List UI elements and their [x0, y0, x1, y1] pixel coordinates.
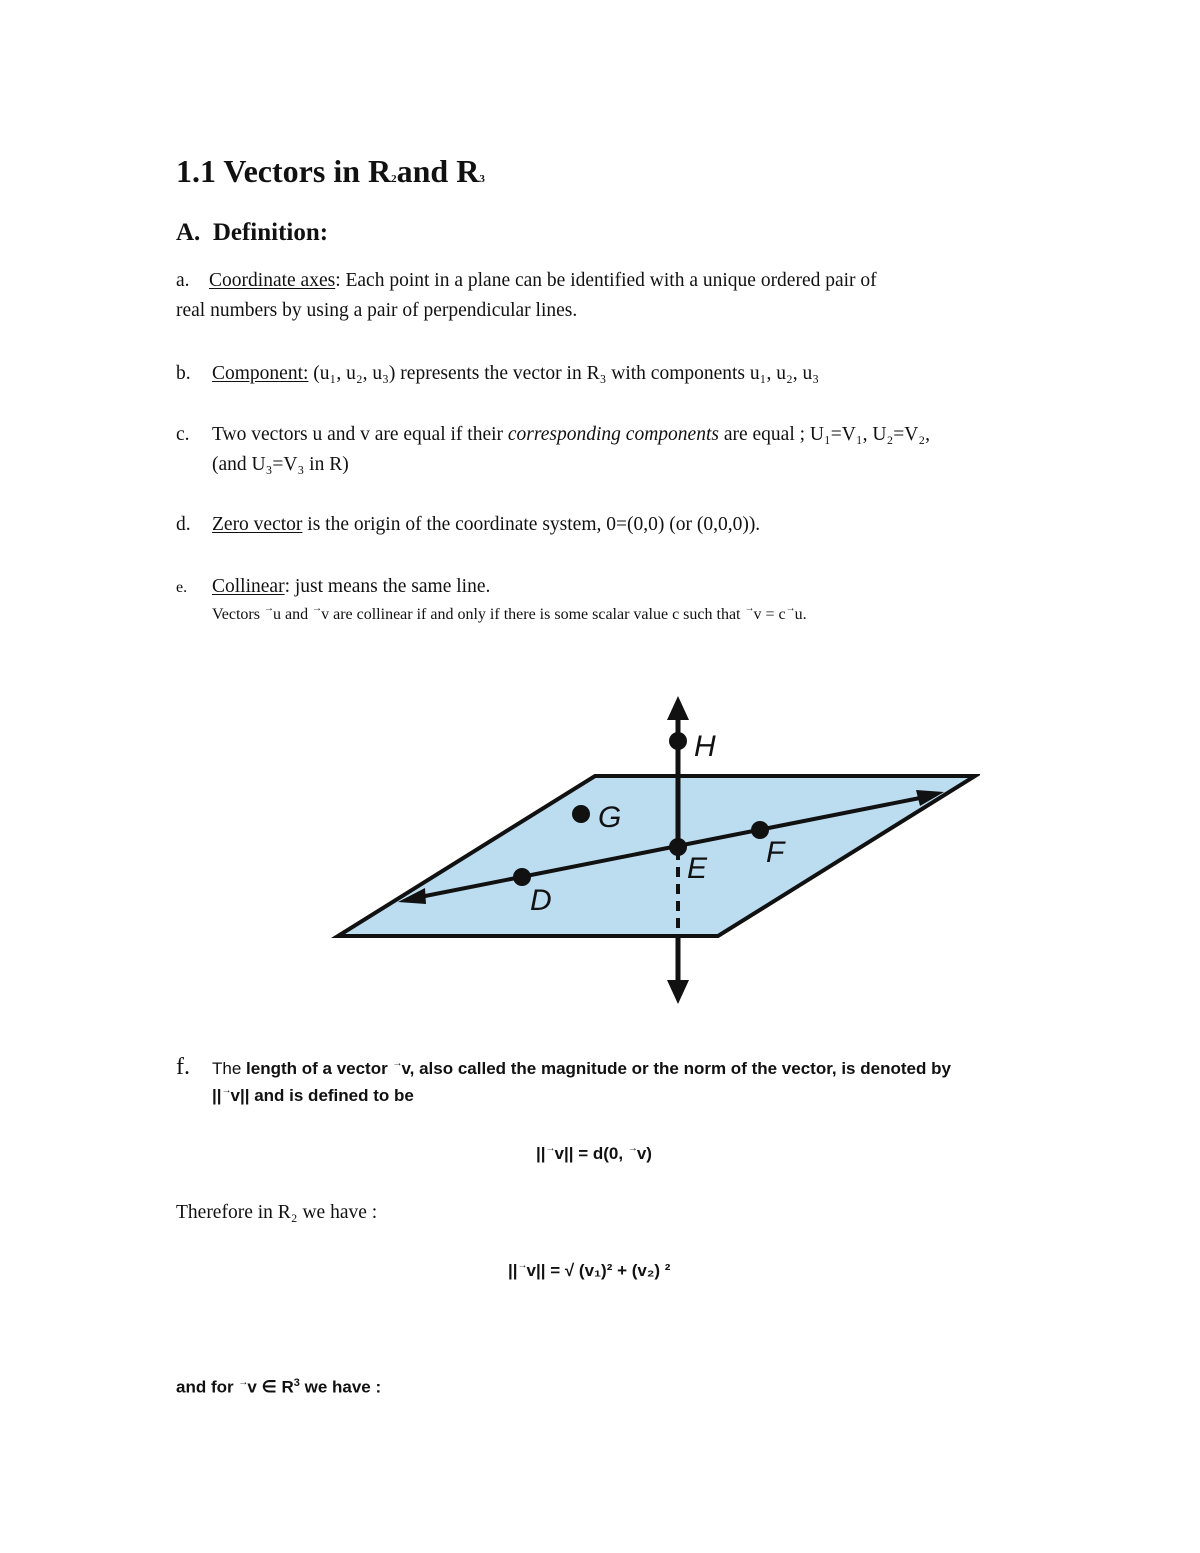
item-e-line2: Vectors →u and →v are collinear if and only if there is some scalar value c such that →v = c→u. [212, 603, 807, 623]
therefore-text: Therefore in R₂ we have : [176, 1202, 378, 1223]
formula-norm-r2: ||→v|| = √ (v₁)² + (v₂) ² [508, 1260, 671, 1280]
formula-norm-definition: ||→v|| = d(0, →v) [536, 1143, 652, 1163]
point-D [513, 868, 531, 886]
item-c-line2: (and U₃=V₃ in R) [212, 454, 349, 475]
label-F: F [766, 836, 785, 869]
arrowhead-down-icon [667, 980, 689, 1004]
item-a-line2: real numbers by using a pair of perpendicular lines. [176, 300, 578, 321]
point-E [669, 838, 687, 856]
term-component: Component: [212, 363, 309, 384]
page-title: 1.1 Vectors in R2and R3 [176, 153, 485, 189]
vector-arrow-icon: → [517, 1260, 528, 1271]
emph-corresponding-components: corresponding components [507, 424, 719, 445]
and-for-r3-text: and for →v ∈ $R^3$ we have : [176, 1376, 382, 1397]
plane [338, 776, 975, 936]
item-f-line2: ||→v|| and is defined to be [212, 1085, 414, 1105]
plane-line-figure [330, 690, 980, 1015]
vector-arrow-icon: → [545, 1143, 556, 1154]
term-zero-vector: Zero vector [212, 514, 303, 535]
label-D: D [530, 884, 552, 917]
item-b: b. Component: (u₁, u₂, u₃) represents the vector in R₃ with components u₁, u₂, u₃ [176, 363, 820, 384]
label-H: H [694, 730, 716, 763]
term-coordinate-axes: Coordinate axes [209, 270, 336, 291]
vector-arrow-icon: → [238, 1376, 249, 1388]
label-G: G [598, 801, 622, 834]
vector-arrow-icon: → [744, 603, 755, 614]
vector-arrow-icon: → [312, 603, 323, 614]
vector-arrow-icon: → [785, 603, 796, 614]
point-G [572, 805, 590, 823]
vector-arrow-icon: → [221, 1085, 232, 1096]
plane-diagram [330, 690, 980, 1010]
item-d: d. Zero vector is the origin of the coordinate system, 0=(0,0) (or (0,0,0)). [176, 514, 761, 535]
section-heading: A. Definition: [176, 219, 329, 246]
item-f: f. The length of a vector →v, also called the magnitude or the norm of the vector, is denoted by [176, 1054, 951, 1080]
item-e: e. Collinear: just means the same line. [176, 576, 491, 597]
term-collinear: Collinear [212, 576, 285, 597]
item-a: a. Coordinate axes: Each point in a plane can be identified with a unique ordered pair of [176, 270, 877, 291]
item-c: c. Two vectors u and v are equal if their corresponding components are equal ; U₁=V₁, U₂=V₂, [176, 424, 931, 445]
vector-arrow-icon: → [392, 1058, 403, 1069]
arrowhead-up-icon [667, 696, 689, 720]
label-E: E [687, 852, 708, 885]
vector-arrow-icon: → [263, 603, 274, 614]
vector-arrow-icon: → [627, 1143, 638, 1154]
point-H [669, 732, 687, 750]
